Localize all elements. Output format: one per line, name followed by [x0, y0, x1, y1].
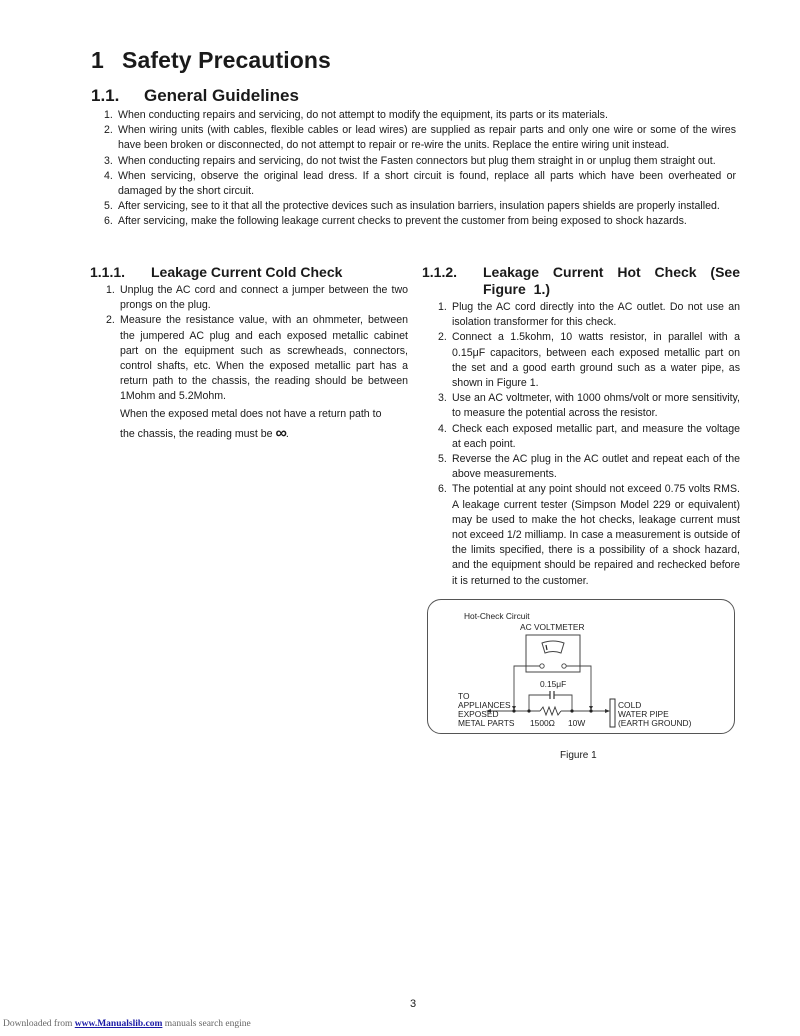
- resistor-label: 1500Ω: [530, 718, 555, 728]
- wattage-label: 10W: [568, 718, 586, 728]
- manualslib-link[interactable]: www.Manualslib.com: [74, 1019, 163, 1029]
- list-item: [104, 199, 736, 214]
- item-text: When wiring units (with cables, flexible cables or lead wires) are supplied as repair parts and only one wire or some of the wires have been broken or disconnected, do not attempt to repair or re-wire the units. Replace the entire wiring unit instead.: [118, 124, 736, 152]
- item-number: 6.: [438, 483, 447, 496]
- item-text: The potential at any point should not exceed 0.75 volts RMS. A leakage current tester (Simpson Model 229 or equivalent) may be used to make the hot checks, leakage current must not exceed 1/2 milliamp. In case a measurement is outside of the limits specified, there is a possibility of a shock hazard, and the equipment should be repaired and rechecked before it is returned to the customer.: [452, 483, 740, 587]
- list-item: [422, 300, 740, 330]
- chapter-number: 1: [91, 47, 104, 73]
- terminal-icon: [540, 664, 544, 668]
- item-text: Connect a 1.5kohm, 10 watts resistor, in parallel with a 0.15μF capacitors, between each exposed metallic part on the set and a good earth ground such as a water pipe, as shown in Figure 1.: [452, 331, 740, 390]
- list-item: [422, 452, 740, 482]
- item-text: Use an AC voltmeter, with 1000 ohms/volt or more sensitivity, to measure the potential across the resistor.: [452, 392, 740, 420]
- cold-check-heading: [90, 264, 408, 281]
- chapter-title: Safety Precautions: [122, 47, 331, 73]
- list-item: [90, 283, 408, 313]
- circuit-diagram: [428, 600, 736, 735]
- footer-suffix: manuals search engine: [162, 1019, 251, 1029]
- hot-check-list: [422, 300, 740, 589]
- note-text: the chassis, the reading must be: [120, 427, 276, 440]
- note-line: When the exposed metal does not have a return path to: [120, 407, 382, 420]
- item-text: Check each exposed metallic part, and measure the voltage at each point.: [452, 422, 740, 450]
- hot-check-circuit-figure: [427, 599, 735, 734]
- left-label-line: EXPOSED: [458, 709, 499, 719]
- item-number: 2.: [106, 314, 115, 327]
- subsection-title: Leakage Current Cold Check: [151, 264, 343, 280]
- section-number: 1.1.: [91, 86, 120, 105]
- left-label-line: TO: [458, 691, 470, 701]
- cold-check-section: [90, 264, 408, 444]
- cold-check-note: [90, 405, 408, 444]
- item-text: After servicing, see to it that all the protective devices such as insulation barriers, insulation papers shields are properly installed.: [118, 200, 720, 213]
- item-number: 4.: [438, 422, 447, 435]
- list-item: [104, 169, 736, 199]
- item-number: 2.: [438, 331, 447, 344]
- resistor-icon: [540, 707, 561, 715]
- item-text: After servicing, make the following leakage current checks to prevent the customer from being exposed to shock hazards.: [118, 215, 687, 228]
- section-title: General Guidelines: [144, 86, 299, 105]
- voltmeter-label: AC VOLTMETER: [520, 622, 585, 632]
- item-number: 5.: [104, 200, 113, 213]
- list-item: [422, 391, 740, 421]
- item-number: 1.: [104, 109, 113, 121]
- right-label-line: COLD: [618, 700, 642, 710]
- left-label-line: METAL PARTS: [458, 718, 515, 728]
- infinity-symbol: ∞: [275, 424, 286, 442]
- item-number: 2.: [104, 124, 113, 137]
- list-item: [104, 214, 736, 229]
- item-number: 3.: [104, 154, 113, 167]
- item-number: 4.: [104, 169, 113, 182]
- download-footer: [3, 1019, 251, 1029]
- list-item: [422, 422, 740, 452]
- chapter-heading: [91, 47, 331, 74]
- capacitor-label: 0.15μF: [540, 679, 567, 689]
- item-text: Reverse the AC plug in the AC outlet and repeat each of the above measurements.: [452, 453, 740, 481]
- right-label-line: (EARTH GROUND): [618, 718, 692, 728]
- page-number: 3: [410, 998, 417, 1010]
- item-text: Plug the AC cord directly into the AC outlet. Do not use an isolation transformer for this check.: [452, 301, 740, 329]
- hot-check-section: [422, 264, 740, 589]
- item-number: 1.: [106, 284, 115, 296]
- list-item: [104, 123, 736, 153]
- list-item: [104, 108, 736, 123]
- right-label-line: WATER PIPE: [618, 709, 669, 719]
- subsection-number: 1.1.1.: [90, 264, 126, 280]
- item-number: 1.: [438, 301, 447, 313]
- item-text: When servicing, observe the original lead dress. If a short circuit is found, replace all parts which have been overheated or damaged by the short circuit.: [118, 169, 736, 198]
- figure-caption: Figure 1: [560, 750, 597, 761]
- item-number: 3.: [438, 392, 447, 405]
- terminal-icon: [562, 664, 566, 668]
- note-end: .: [285, 427, 289, 440]
- item-number: 6.: [104, 215, 113, 228]
- meter-dial-icon: [542, 641, 564, 653]
- water-pipe-icon: [610, 699, 615, 727]
- general-guidelines-list: [104, 108, 736, 230]
- footer-prefix: Downloaded from: [3, 1019, 75, 1029]
- list-item: [90, 313, 408, 404]
- figure-title: Hot-Check Circuit: [464, 611, 530, 621]
- item-text: When conducting repairs and servicing, do not attempt to modify the equipment, its parts or its materials.: [118, 109, 608, 121]
- subsection-title: Leakage Current Hot Check (See Figure 1.): [483, 264, 740, 297]
- list-item: [422, 330, 740, 391]
- item-text: When conducting repairs and servicing, do not twist the Fasten connectors but plug them straight in or unplug them straight out.: [118, 154, 716, 167]
- item-text: Unplug the AC cord and connect a jumper between the two prongs on the plug.: [120, 284, 408, 312]
- subsection-number: 1.1.2.: [422, 264, 458, 280]
- cold-check-list: [90, 283, 408, 405]
- section-heading: [91, 86, 299, 106]
- left-label-line: APPLIANCES: [458, 700, 511, 710]
- item-text: Measure the resistance value, with an ohmmeter, between the jumpered AC plug and each exposed metallic cabinet part on the equipment such as screwheads, connectors, control shafts, etc. When the exposed metallic part has a return path to the chassis, the reading should be between 1Mohm and 5.2Mohm.: [120, 314, 408, 403]
- list-item: [104, 154, 736, 169]
- note-line: [120, 424, 408, 444]
- hot-check-heading: [422, 264, 740, 298]
- list-item: [422, 482, 740, 588]
- item-number: 5.: [438, 453, 447, 466]
